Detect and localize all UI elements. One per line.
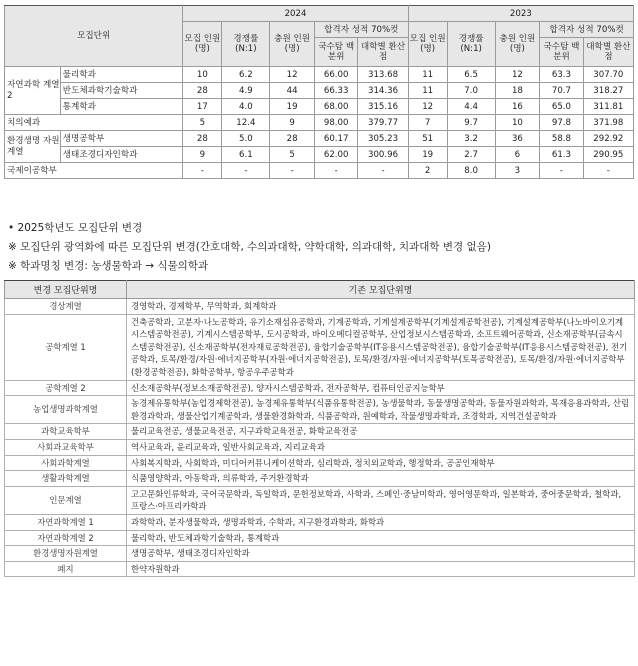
value-cell: 5.0 [222,131,270,147]
dept-name: 반도체과학기술학과 [60,83,183,99]
value-cell: 10 [183,67,222,83]
value-cell: 12 [408,99,447,115]
value-cell: 5 [183,115,222,131]
value-cell: 6.2 [222,67,270,83]
value-cell: 313.68 [358,67,408,83]
value-cell: 3 [495,163,540,179]
old-unit-list: 사회복지학과, 사회학과, 미디어커뮤니케이션학과, 심리학과, 정치외교학과, 행정학과, 공공인재학부 [127,455,635,471]
value-cell: 17 [183,99,222,115]
old-unit-list: 건축공학과, 고분자·나노공학과, 유기소재섬유공학과, 기계공학과, 기계설계공학부(기계설계공학전공), 기계설계공학부(나노바이오기계시스템공학전공), 기계시스템공학부, 도시공학과, 바이오메디컬공학부, 산업정보시스템공학과, 소프트웨어공학과, 신소재공학부(금속시스템공학전공), 신소재공학부(전자재료공학전공), 융합기술공학부(IT응용시스템공학전공), 융합기술공학부(IT응용시스템공학전공), 전기공학과, 토목/환경/자원·에너지공학부(자원·에너지공학전공), 토목/환경/자원·에너지공학부(토목공학전공), 토목/환경/자원·에너지공학부(환경공학전공), 화학공학부, 항공우주공학과 [127,314,635,380]
value-cell: 379.77 [358,115,408,131]
value-cell: 62.00 [314,147,357,163]
note-change-title: • 2025학년도 모집단위 변경 [8,222,143,234]
value-cell: 60.17 [314,131,357,147]
new-unit-name: 사회과학계열 [5,455,127,471]
table-row [5,455,635,471]
old-unit-list: 신소재공학부(정보소재공학전공), 양자시스템공학과, 전자공학부, 컴퓨터인공지능학부 [127,380,635,396]
value-cell: - [270,163,315,179]
table-row [5,299,635,315]
header-unit: 모집단위 [5,6,183,67]
group-name: 국제이공학부 [5,163,183,179]
new-unit-name: 폐지 [5,561,127,577]
table-row [5,99,634,115]
table-row [5,115,634,131]
old-unit-list: 물리학과, 반도체과학기술학과, 통계학과 [127,530,635,546]
table-row [5,486,635,514]
header-filled-2023: 충원 인원(명) [495,22,540,67]
value-cell: 18 [495,83,540,99]
value-cell: 4.4 [447,99,495,115]
table-row [5,314,635,380]
value-cell: 36 [495,131,540,147]
header-cut-2023: 합격자 성적 70%컷 [540,22,634,38]
new-unit-name: 경상계열 [5,299,127,315]
table-row [5,424,635,440]
header-year-2023: 2023 [408,6,633,22]
value-cell: 6.5 [447,67,495,83]
value-cell: - [540,163,583,179]
value-cell: - [183,163,222,179]
value-cell: 11 [408,83,447,99]
table-row [5,471,635,487]
header-old-unit: 기존 모집단위명 [127,281,635,299]
group-name: 자연과학 계열2 [5,67,61,115]
table-row [5,530,635,546]
value-cell: 70.7 [540,83,583,99]
new-unit-name: 환경생명자원계열 [5,546,127,562]
value-cell: 51 [408,131,447,147]
value-cell: 98.00 [314,115,357,131]
value-cell: 97.8 [540,115,583,131]
value-cell: 307.70 [583,67,633,83]
dept-name: 물리학과 [60,67,183,83]
value-cell: 9 [270,115,315,131]
value-cell: 371.98 [583,115,633,131]
table-row [5,380,635,396]
header-conv-2023: 대학별 환산점 [583,38,633,67]
header-year-2024: 2024 [183,6,408,22]
group-name: 치의예과 [5,115,183,131]
header-filled-2024: 충원 인원 (명) [270,22,315,67]
value-cell: 63.3 [540,67,583,83]
old-unit-list: 식품영양학과, 아동학과, 의류학과, 주거환경학과 [127,471,635,487]
value-cell: 8.0 [447,163,495,179]
value-cell: 58.8 [540,131,583,147]
dept-name: 생태조경디자인학과 [60,147,183,163]
value-cell: 318.27 [583,83,633,99]
old-unit-list: 생명공학부, 생태조경디자인학과 [127,546,635,562]
value-cell: 2.7 [447,147,495,163]
header-compete-2024: 경쟁률 (N:1) [222,22,270,67]
table-row [5,67,634,83]
new-unit-name: 자연과학계열 2 [5,530,127,546]
header-new-unit: 변경 모집단위명 [5,281,127,299]
table-row [5,131,634,147]
header-recruit-2023: 모집 인원 (명) [408,22,447,67]
value-cell: 68.00 [314,99,357,115]
value-cell: 16 [495,99,540,115]
value-cell: 66.33 [314,83,357,99]
value-cell: 7 [408,115,447,131]
table-row [5,147,634,163]
value-cell: 12 [270,67,315,83]
old-unit-list: 한약자원학과 [127,561,635,577]
header-pct-2024: 국수탐 백분위 [314,38,357,67]
value-cell: 19 [408,147,447,163]
value-cell: 7.0 [447,83,495,99]
unit-change-body [5,299,635,577]
new-unit-name: 인문계열 [5,486,127,514]
old-unit-list: 과학학과, 분자생물학과, 생명과학과, 수학과, 지구환경과학과, 화학과 [127,514,635,530]
note-rename: ※ 학과명칭 변경: 농생물학과 → 식물의학과 [8,260,209,272]
value-cell: 28 [183,131,222,147]
new-unit-name: 공학계열 1 [5,314,127,380]
new-unit-name: 자연과학계열 1 [5,514,127,530]
table-row [5,83,634,99]
value-cell: 4.9 [222,83,270,99]
table-row [5,439,635,455]
value-cell: 9 [183,147,222,163]
value-cell: 2 [408,163,447,179]
value-cell: 6.1 [222,147,270,163]
value-cell: 44 [270,83,315,99]
header-recruit-2024: 모집 인원 (명) [183,22,222,67]
old-unit-list: 역사교육과, 윤리교육과, 일반사회교육과, 지리교육과 [127,439,635,455]
value-cell: 6 [495,147,540,163]
value-cell: 314.36 [358,83,408,99]
new-unit-name: 생활과학계열 [5,471,127,487]
value-cell: 4.0 [222,99,270,115]
value-cell: 12 [495,67,540,83]
dept-name: 생명공학부 [60,131,183,147]
header-cut-2024: 합격자 성적 70%컷 [314,22,408,38]
old-unit-list: 농경제유통학부(농업경제학전공), 농경제유통학부(식품유통학전공), 농생물학과, 동물생명공학과, 동물자원과학과, 목재응용과학과, 산림환경과학과, 생물산업기계공학과, 생물환경화학과, 식품공학과, 원예학과, 작물생명과학과, 조경학과, 지역건설공학과 [127,396,635,424]
value-cell: 19 [270,99,315,115]
old-unit-list: 물리교육전공, 생물교육전공, 지구과학교육전공, 화학교육전공 [127,424,635,440]
new-unit-name: 사회과교육학부 [5,439,127,455]
value-cell: - [583,163,633,179]
value-cell: 292.92 [583,131,633,147]
value-cell: 9.7 [447,115,495,131]
table-row [5,561,635,577]
value-cell: 65.0 [540,99,583,115]
value-cell: 290.95 [583,147,633,163]
value-cell: 28 [183,83,222,99]
old-unit-list: 경영학과, 경제학부, 무역학과, 회계학과 [127,299,635,315]
dept-name: 통계학과 [60,99,183,115]
table-row [5,396,635,424]
value-cell: 311.81 [583,99,633,115]
value-cell: 66.00 [314,67,357,83]
admission-results-body [5,67,634,179]
value-cell: 5 [270,147,315,163]
value-cell: 61.3 [540,147,583,163]
table-row [5,514,635,530]
new-unit-name: 공학계열 2 [5,380,127,396]
group-name: 환경생명 자원계열 [5,131,61,163]
unit-change-table [4,280,635,577]
old-unit-list: 고고문화인류학과, 국어국문학과, 독일학과, 문헌정보학과, 사학과, 스페인·중남미학과, 영어영문학과, 일본학과, 중어중문학과, 철학과, 프랑스·아프리카학과 [127,486,635,514]
value-cell: - [314,163,357,179]
header-pct-2023: 국수탐 백분위 [540,38,583,67]
value-cell: 305.23 [358,131,408,147]
new-unit-name: 농업생명과학계열 [5,396,127,424]
admission-results-table [4,5,634,179]
value-cell: 10 [495,115,540,131]
value-cell: - [222,163,270,179]
value-cell: 12.4 [222,115,270,131]
note-broadening: ※ 모집단위 광역화에 따른 모집단위 변경(간호대학, 수의과대학, 약학대학, 의과대학, 치과대학 변경 없음) [8,241,491,253]
value-cell: 11 [408,67,447,83]
value-cell: - [358,163,408,179]
table-row [5,546,635,562]
value-cell: 300.96 [358,147,408,163]
value-cell: 3.2 [447,131,495,147]
header-conv-2024: 대학별 환산점 [358,38,408,67]
table-row [5,163,634,179]
value-cell: 315.16 [358,99,408,115]
value-cell: 28 [270,131,315,147]
new-unit-name: 과학교육학부 [5,424,127,440]
header-compete-2023: 경쟁률 (N:1) [447,22,495,67]
